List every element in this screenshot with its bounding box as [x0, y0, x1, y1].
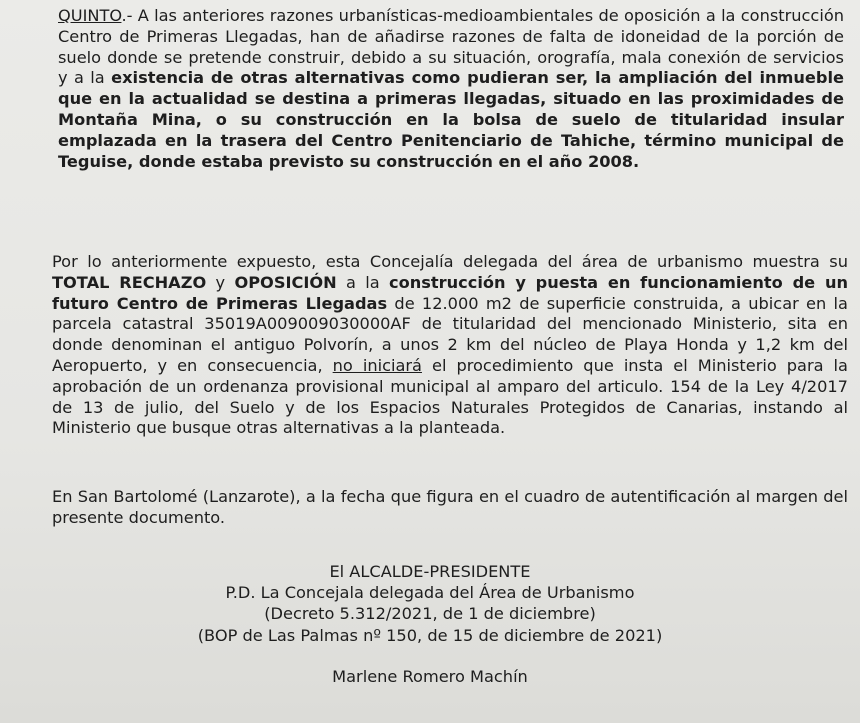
total-rechazo-text: TOTAL RECHAZO — [52, 272, 207, 292]
signatory-name: Marlene Romero Machín — [332, 667, 528, 686]
section-label-quinto: QUINTO — [58, 6, 122, 25]
signature-delegation: P.D. La Concejala delegada del Área de Urbanismo — [225, 583, 635, 602]
rechazo-final-text: el procedimiento que insta el Ministerio para la aprobación de un ordenanza provisional municipal al amparo del articulo. 154 de la Ley 4/2017 de 13 de julio, del Suelo y de los Espacios Naturales Protegidos de Canarias, instando al Ministerio que busque otras alternativas a la planteada. — [52, 355, 848, 438]
oposicion-text: OPOSICIÓN — [234, 272, 337, 292]
no-iniciara-text: no iniciará — [332, 355, 422, 375]
construccion-bold-text: construcción y puesta en funcionamiento de un futuro Centro de Primeras Llegadas — [52, 272, 848, 313]
signature-decree: (Decreto 5.312/2021, de 1 de diciembre) — [264, 604, 596, 623]
paragraph-closing: En San Bartolomé (Lanzarote), a la fecha que figura en el cuadro de autentificación al margen del presente documento. — [52, 487, 848, 527]
signature-title: El ALCALDE-PRESIDENTE — [329, 562, 531, 581]
paragraph-rechazo — [52, 252, 848, 439]
paragraph-quinto-text: .- A las anteriores razones urbanísticas-medioambientales de oposición a la construcción Centro de Primeras Llegadas, han de añadirse razones de falta de idoneidad de la porción de suelo donde se pretende construir, debido a su situación, orografía, mala conexión de servicios y a la — [58, 6, 844, 88]
signature-bulletin: (BOP de Las Palmas nº 150, de 15 de diciembre de 2021) — [197, 626, 663, 645]
paragraph-quinto-bold-text: existencia de otras alternativas como pudieran ser, la ampliación del inmueble que en la actualidad se destina a primeras llegadas, situado en las proximidades de Montaña Mina, o su construcción en la bolsa de suelo de titularidad insular emplazada en la trasera del Centro Penitenciario de Tahiche, término municipal de Teguise, donde estaba previsto su construcción en el año 2008. — [58, 68, 844, 171]
rechazo-intro-text: Por lo anteriormente expuesto, esta Concejalía delegada del área de urbanismo muestra su — [52, 252, 848, 271]
paragraph-quinto — [58, 6, 844, 172]
rechazo-detail-text: de 12.000 m2 de superficie construida, a ubicar en la parcela catastral 35019A009009030000AF de titularidad del mencionado Ministerio, sita en donde denominan el antiguo Polvorín, a unos 2 km del núcleo de Playa Honda y 1,2 km del Aeropuerto, y en consecuencia, — [52, 293, 848, 375]
rechazo-connector-text-2: a la — [336, 272, 390, 292]
rechazo-connector-text: y — [206, 272, 235, 292]
